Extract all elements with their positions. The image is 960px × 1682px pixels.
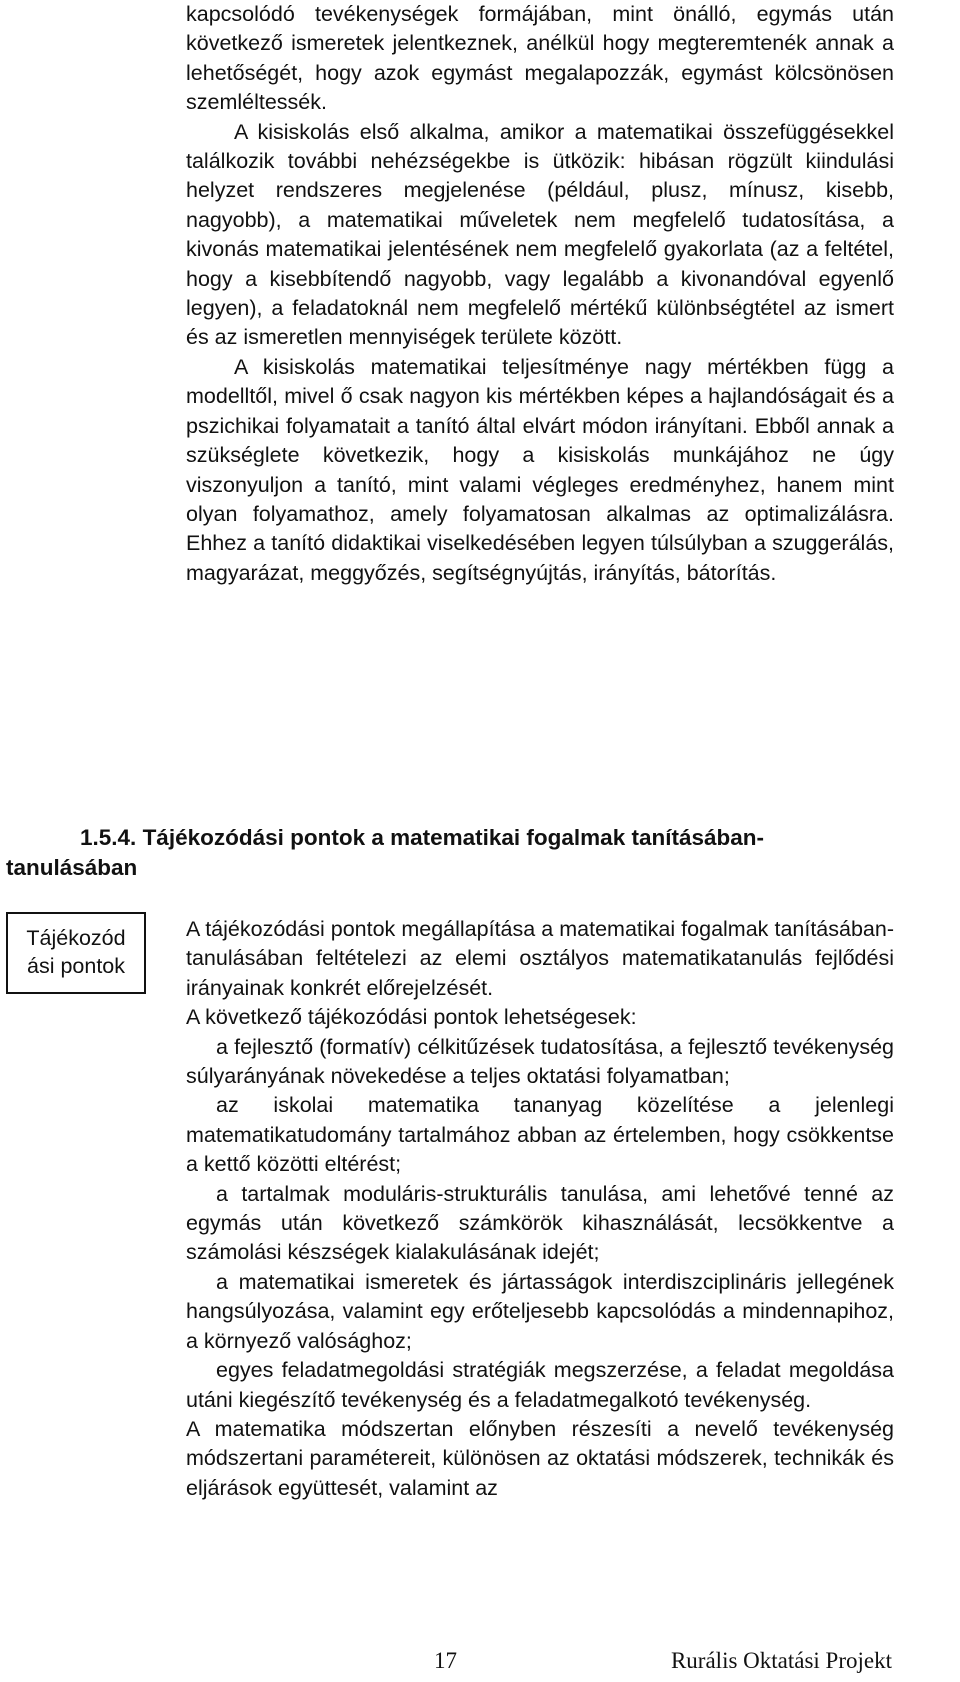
list-intro: A következő tájékozódási pontok lehetségesek: [186, 1005, 637, 1030]
list-item-text: egyes feladatmegoldási stratégiák megszerzése, a feladat megoldása utáni kiegészítő tevékenység és a feladatmegalkotó tevékenység. [186, 1358, 894, 1412]
footer-page-number: 17 [434, 1648, 457, 1673]
section-heading [6, 823, 894, 883]
list-item [186, 1091, 894, 1179]
list-item-text: az iskolai matematika tananyag közelítése a jelenlegi matematikatudomány tartalmához abban az értelemben, hogy csökkentse a kettő közötti eltérést; [186, 1093, 894, 1177]
paragraph-difficulties: A kisiskolás első alkalma, amikor a matematikai összefüggésekkel találkozik további nehézségekbe is ütközik: hibásan rögzült kiindulási helyzet rendszeres megjelenése (például, plusz, mínusz, kisebb, nagyobb), a matematikai műveletek nem megfelelő tudatosítása, a kivonás matematikai jelentésének nem megfelelő gyakorlata (az a feltétel, hogy a kisebbítendő nagyobb, vagy legalább a kivonandóval egyenlő legyen), a feladatoknál nem megfelelő mértékű különbségtétel az ismert és az ismeretlen mennyiségek területe között. [186, 119, 894, 350]
margin-note-box [6, 912, 146, 994]
paragraph-intro: A tájékozódási pontok megállapítása a matematikai fogalmak tanításában-tanulásában feltételezi az elemi osztályos matematikatanulás fejlődési irányainak konkrét előrejelzését. [186, 917, 894, 1000]
paragraph-performance: A kisiskolás matematikai teljesítménye nagy mértékben függ a modelltől, mivel ő csak nagyon kis mértékben képes a hajlandóságait és a pszichikai folyamatait a tanító által elvárt módon irányítani. Ebből annak a szükséglete következik, hogy a kisiskolás munkájához ne úgy viszonyuljon a tanító, mint valami végleges eredményhez, hanem mint olyan folyamathoz, amely folyamatosan alkalmas az optimalizálásra. Ehhez a tanító didaktikai viselkedésében legyen túlsúlyban a szuggerálás, magyarázat, meggyőzés, segítségnyújtás, irányítás, bátorítás. [186, 354, 894, 585]
list-item-text: a matematikai ismeretek és jártasságok interdiszciplináris jellegének hangsúlyozása, valamint egy erőteljesebb kapcsolódás a mindennapihoz, a környező valósághoz; [186, 1269, 894, 1353]
paragraph-continuation: kapcsolódó tevékenységek formájában, mint önálló, egymás után következő ismeretek jelentkeznek, anélkül hogy megteremtenék annak a lehetőségét, hogy azok egymást megalapozzák, egymást kölcsönösen szemléltessék. [186, 2, 894, 115]
paragraph-closing: A matematika módszertan előnyben részesíti a nevelő tevékenység módszertani paramétereit, különösen az oktatási módszerek, technikák és eljárások együttesét, valamint az [186, 1416, 894, 1500]
footer-title: Rurális Oktatási Projekt [670, 1648, 892, 1673]
margin-note-line2: ási pontok [26, 954, 125, 978]
list-item [186, 1033, 894, 1092]
top-text-column [186, 0, 894, 588]
list-item-text: a tartalmak moduláris-strukturális tanulása, ami lehetővé tenné az egymás után következő számkörök kihasználását, lecsökkentve a számolási készségek kialakulásának idejét; [186, 1181, 894, 1265]
list-item [186, 1180, 894, 1268]
list-item [186, 1356, 894, 1415]
list-item [186, 1268, 894, 1356]
list-item-text: a fejlesztő (formatív) célkitűzések tudatosítása, a fejlesztő tevékenység súlyarányának növekedése a teljes oktatási folyamatban; [186, 1034, 894, 1089]
margin-note-line1: Tájékozód [26, 926, 126, 950]
section-title-line1: Tájékozódási pontok a matematikai fogalmak tanításában- [142, 825, 764, 850]
body-text-column [186, 915, 894, 1503]
section-number: 1.5.4. [80, 825, 137, 850]
section-title-line2: tanulásában [6, 855, 138, 880]
